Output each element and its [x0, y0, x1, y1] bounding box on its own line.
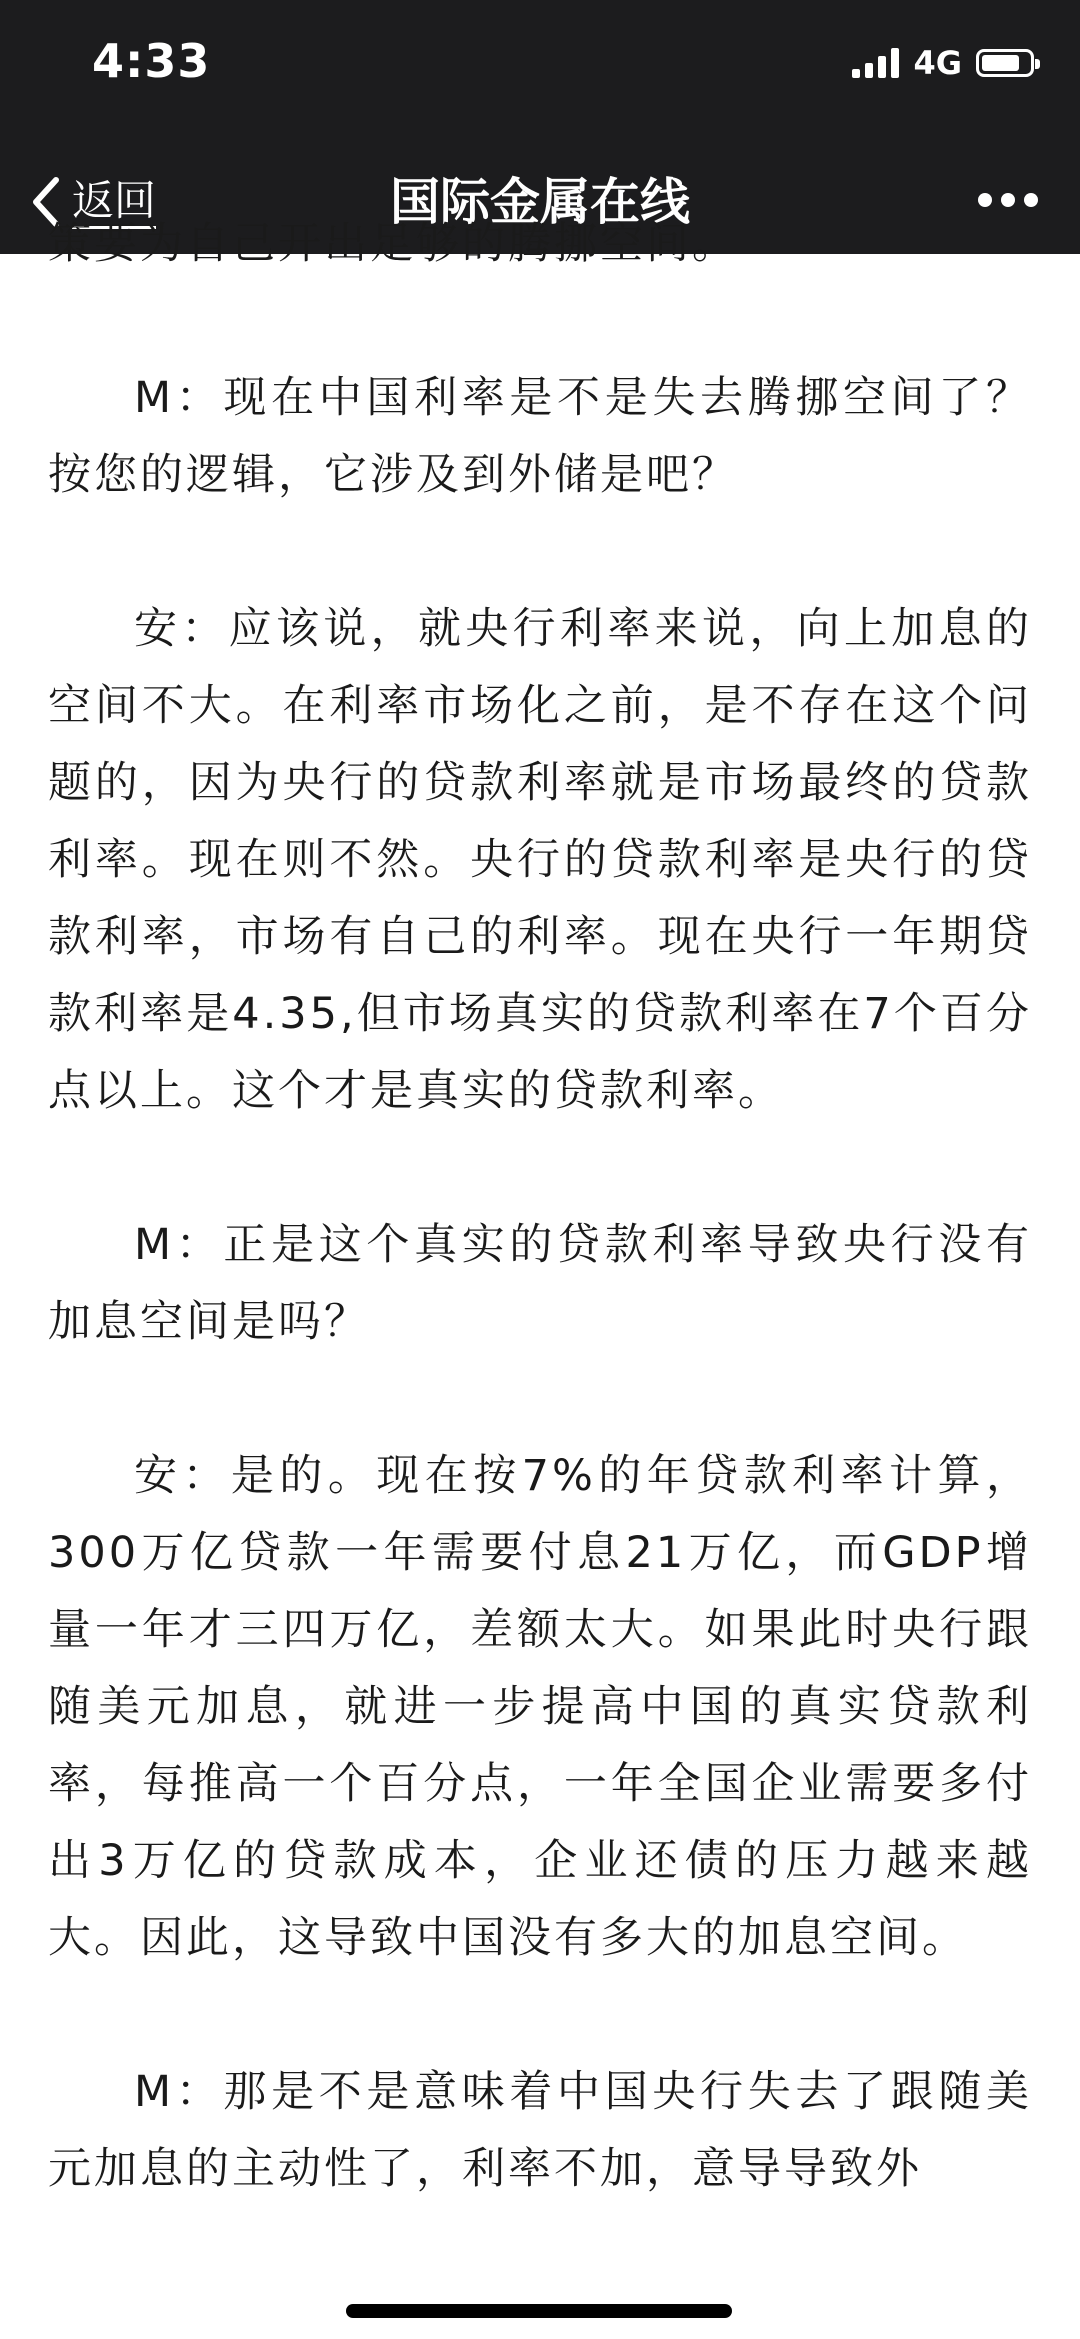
status-indicators	[852, 44, 1034, 82]
more-dot-icon	[978, 193, 992, 207]
battery-icon	[976, 49, 1034, 77]
more-dot-icon	[1024, 193, 1038, 207]
article-paragraph: M：那是不是意味着中国央行失去了跟随美元加息的主动性了，利率不加，意导导致外	[48, 2067, 1032, 2194]
status-bar	[0, 0, 1080, 150]
home-indicator[interactable]	[346, 2304, 732, 2318]
signal-strength-icon	[852, 48, 899, 78]
article-paragraph: M：正是这个真实的贷款利率导致央行没有加息空间是吗？	[48, 1220, 1032, 1347]
article-paragraph: 安：是的。现在按7%的年贷款利率计算，300万亿贷款一年需要付息21万亿，而GDP增量一年才三四万亿，差额太大。如果此时央行跟随美元加息，就进一步提高中国的真实贷款利率，每推高一个百分点，一年全国企业需要多付出3万亿的贷款成本，企业还债的压力越来越大。因此，这导致中国没有多大的加息空间。	[48, 1451, 1032, 1963]
article-paragraph: M：现在中国利率是不是失去腾挪空间了？按您的逻辑，它涉及到外储是吧？	[48, 373, 1032, 500]
article-paragraph: 安：应该说，就央行利率来说，向上加息的空间不大。在利率市场化之前，是不存在这个问题的，因为央行的贷款利率就是市场最终的贷款利率。现在则不然。央行的贷款利率是央行的贷款利率，市场有自己的利率。现在央行一年期贷款利率是4.35,但市场真实的贷款利率在7个百分点以上。这个才是真实的贷款利率。	[48, 604, 1032, 1116]
back-label: 返回	[72, 176, 156, 229]
battery-level	[982, 55, 1019, 71]
status-time: 4:33	[92, 34, 211, 88]
article-body	[48, 206, 1032, 2285]
more-dot-icon	[1001, 193, 1015, 207]
page-title: 国际金属在线	[390, 173, 690, 231]
network-type: 4G	[913, 44, 962, 82]
article-viewport[interactable]	[0, 219, 1080, 2339]
article-paragraph: 策要为自己开出足够的腾挪空间。	[48, 219, 738, 269]
